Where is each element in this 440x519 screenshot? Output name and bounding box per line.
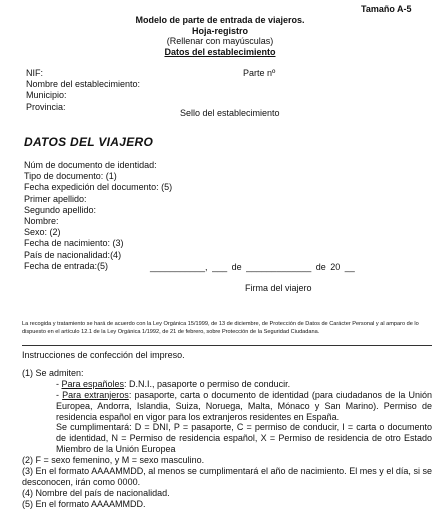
field-document-issue-date: Fecha expedición del documento: (5)	[24, 182, 173, 193]
field-birth-date: Fecha de nacimiento: (3)	[24, 238, 124, 249]
establishment-seal-label: Sello del establecimiento	[180, 108, 280, 118]
field-first-surname: Primer apellido:	[24, 193, 87, 204]
field-name: Nombre:	[24, 216, 59, 227]
instruction-3: (3) En el formato AAAAMMDD, al menos se cumplimentará el año de nacimiento. El mes y el día, si se desconocen, irán como 0000.	[22, 466, 432, 487]
instruction-5: (5) En el formato AAAAMMDD.	[22, 498, 146, 509]
date-blank-year: __	[344, 262, 355, 272]
form-note: (Rellenar con mayúsculas)	[166, 36, 274, 47]
traveler-fields	[24, 160, 172, 272]
instruction-1-codes: Se cumplimentará: D = DNI, P = pasaporte, C = permiso de conducir, I = carta o documento de identidad, N = Permiso de residencia español, X = Permiso de residencia de otro Estado Miembro de la Unión Europea	[56, 422, 432, 455]
extranjeros-label: Para extranjeros	[62, 389, 129, 400]
field-second-surname: Segundo apellido:	[24, 204, 97, 215]
form-header	[0, 15, 440, 57]
date-de-year: de 20	[315, 262, 341, 272]
traveler-section-title: DATOS DEL VIAJERO	[24, 135, 154, 149]
form-subtitle: Hoja-registro	[191, 25, 248, 36]
field-document-number: Núm de documento de identidad:	[24, 160, 157, 170]
page-size-label: Tamaño A-5	[361, 4, 412, 14]
traveler-signature-label: Firma del viajero	[245, 283, 312, 293]
instruction-1-extranjeros: - Para extranjeros: pasaporte, carta o documento de identidad (para ciudadanos de la Unión Europea, Andorra, Islandia, Suiza, Noruega, Malta, Mónaco y San Marino). Permiso de residencia español en vigor para los extranjeros residentes en España.	[56, 389, 432, 422]
extranjeros-text: : pasaporte, carta o documento de identidad (para ciudadanos de la Unión Europea, Andorra, Islandia, Suiza, Noruega, Malta, Mónaco y San Marino). Permiso de residencia español en vigor para los extranjeros residentes en España.	[56, 389, 432, 422]
legal-notice: La recogida y tratamiento se hará de acuerdo con la Ley Orgánica 15/1999, de 13 de diciembre, de Protección de Datos de Carácter Personal y al amparo de lo dispuesto en el artículo 12.1 de la Ley Orgánica 1/1992, de 21 de febrero, sobre Protección de la Seguridad Ciudadana.	[22, 321, 419, 335]
instruction-4: (4) Nombre del país de nacionalidad.	[22, 487, 170, 498]
date-de-1: de	[231, 262, 242, 272]
instructions-title: Instrucciones de confección del impreso.	[22, 350, 185, 360]
field-document-type: Tipo de documento: (1)	[24, 171, 117, 182]
field-sex: Sexo: (2)	[24, 227, 61, 238]
provincia-label: Provincia:	[26, 101, 66, 112]
instruction-1-head: (1) Se admiten:	[22, 367, 84, 378]
date-blank-place: ___________,	[150, 262, 208, 272]
nif-label: NIF:	[26, 68, 43, 78]
establishment-name-label: Nombre del establecimiento:	[26, 79, 141, 90]
instructions	[22, 350, 432, 510]
field-entry-date: Fecha de entrada:(5)	[24, 260, 109, 271]
divider	[22, 345, 432, 346]
date-blank-day: ___	[212, 262, 228, 272]
date-blank-month: _____________	[246, 262, 312, 272]
form-title: Modelo de parte de entrada de viajeros.	[135, 15, 305, 25]
espanoles-text: : D.N.I., pasaporte o permiso de conducir.	[124, 378, 291, 389]
signature-date-line	[150, 262, 355, 272]
espanoles-label: Para españoles	[61, 378, 125, 389]
municipio-label: Municipio:	[26, 90, 67, 101]
establishment-fields	[26, 68, 140, 113]
field-nationality: País de nacionalidad:(4)	[24, 249, 122, 260]
parte-number-label: Parte nº	[243, 68, 276, 78]
section-heading-establishment: Datos del establecimiento	[164, 46, 276, 57]
instruction-2: (2) F = sexo femenino, y M = sexo masculino.	[22, 455, 205, 466]
instruction-1-espanoles: - Para españoles: D.N.I., pasaporte o permiso de conducir.	[56, 378, 291, 389]
